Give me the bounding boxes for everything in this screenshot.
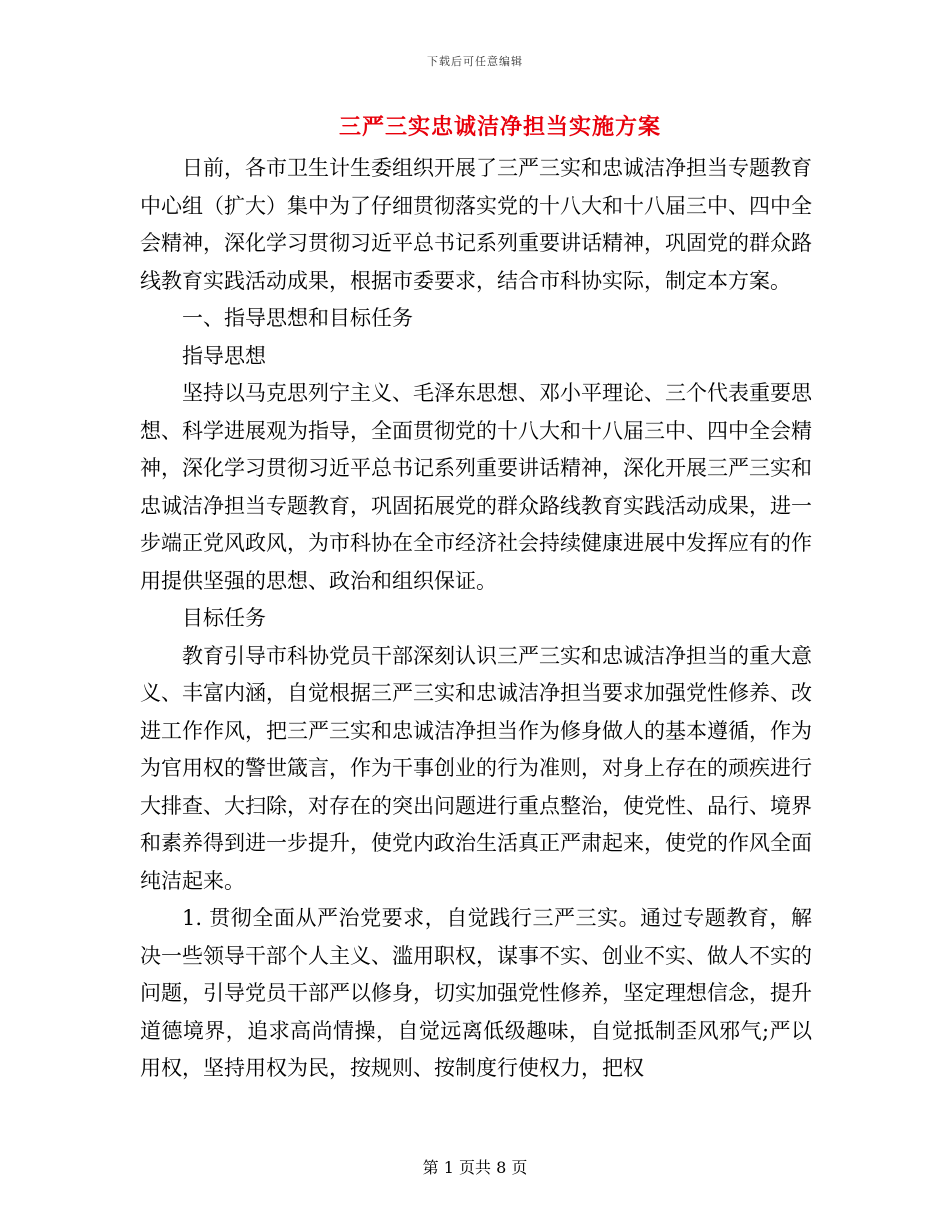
page-number-footer: 第 1 页共 8 页 [422,1158,528,1177]
paragraph-target-tasks: 教育引导市科协党员干部深刻认识三严三实和忠诚洁净担当的重大意义、丰富内涵，自觉根据三严三实和忠诚洁净担当要求加强党性修养、改进工作作风，把三严三实和忠诚洁净担当作为修身做人的基本遵循，作为为官用权的警世箴言，作为干事创业的行为准则，对身上存在的顽疾进行大排查、大扫除，对存在的突出问题进行重点整治，使党性、品行、境界和素养得到进一步提升，使党内政治生活真正严肃起来，使党的作风全面纯洁起来。 [140,643,812,893]
section-heading-1: 一、指导思想和目标任务 [182,306,413,330]
page-header-note: 下载后可任意编辑 [427,55,523,68]
subheading-guiding-ideology: 指导思想 [182,343,266,368]
document-title: 三严三实忠诚洁净担当实施方案 [338,114,661,140]
subheading-target-tasks: 目标任务 [182,606,266,630]
paragraph-item-1: 1. 贯彻全面从严治党要求，自觉践行三严三实。通过专题教育，解决一些领导干部个人主义、滥用职权，谋事不实、创业不实、做人不实的问题，引导党员干部严以修身，切实加强党性修养，坚定理想信念，提升道德境界，追求高尚情操，自觉远离低级趣味，自觉抵制歪风邪气;严以用权，坚持用权为民，按规则、按制度行使权力，把权 [140,906,812,1080]
paragraph-guiding-ideology: 坚持以马克思列宁主义、毛泽东思想、邓小平理论、三个代表重要思想、科学进展观为指导，全面贯彻党的十八大和十八届三中、四中全会精神，深化学习贯彻习近平总书记系列重要讲话精神，深化开展三严三实和忠诚洁净担当专题教育，巩固拓展党的群众路线教育实践活动成果，进一步端正党风政风，为市科协在全市经济社会持续健康进展中发挥应有的作用提供坚强的思想、政治和组织保证。 [140,381,812,593]
paragraph-intro: 日前，各市卫生计生委组织开展了三严三实和忠诚洁净担当专题教育中心组（扩大）集中为了仔细贯彻落实党的十八大和十八届三中、四中全会精神，深化学习贯彻习近平总书记系列重要讲话精神，巩固党的群众路线教育实践活动成果，根据市委要求，结合市科协实际，制定本方案。 [140,156,812,293]
document-body [140,150,812,1088]
